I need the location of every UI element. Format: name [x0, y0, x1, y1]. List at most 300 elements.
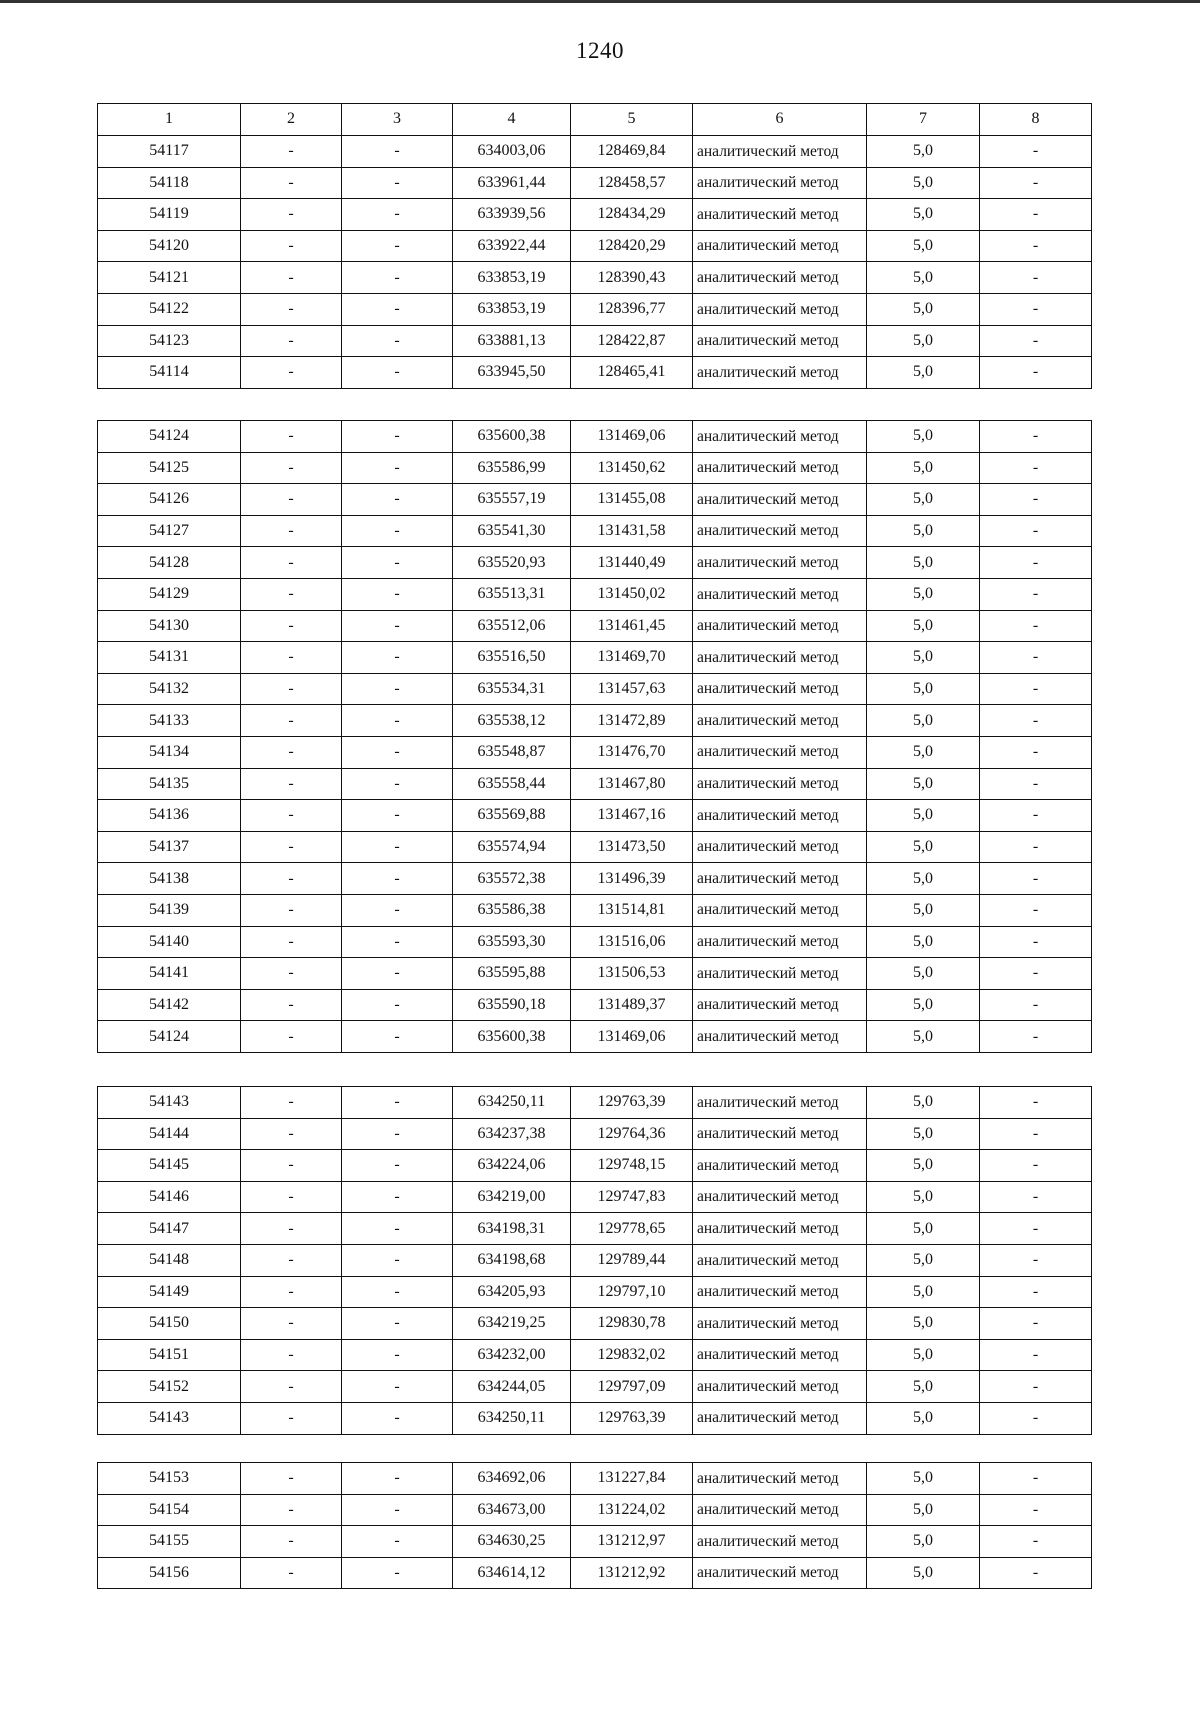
accuracy-cell: 5,0 — [867, 230, 980, 262]
col2-cell: - — [241, 1308, 342, 1340]
y-coordinate-cell: 129832,02 — [571, 1339, 693, 1371]
column-header: 3 — [342, 104, 453, 136]
accuracy-cell: 5,0 — [867, 167, 980, 199]
point-number-cell: 54125 — [98, 452, 241, 484]
col2-cell: - — [241, 167, 342, 199]
col8-cell: - — [980, 421, 1092, 453]
y-coordinate-cell: 129763,39 — [571, 1402, 693, 1434]
col3-cell: - — [342, 325, 453, 357]
method-cell: аналитический метод — [693, 1494, 867, 1526]
accuracy-cell: 5,0 — [867, 357, 980, 389]
method-cell: аналитический метод — [693, 1308, 867, 1340]
col8-cell: - — [980, 642, 1092, 674]
method-cell: аналитический метод — [693, 926, 867, 958]
col8-cell: - — [980, 768, 1092, 800]
col8-cell: - — [980, 1463, 1092, 1495]
col8-cell: - — [980, 1494, 1092, 1526]
x-coordinate-cell: 635512,06 — [453, 610, 571, 642]
accuracy-cell: 5,0 — [867, 1118, 980, 1150]
y-coordinate-cell: 131212,92 — [571, 1557, 693, 1589]
table-row — [98, 452, 1092, 484]
col2-cell: - — [241, 1244, 342, 1276]
x-coordinate-cell: 634250,11 — [453, 1402, 571, 1434]
col3-cell: - — [342, 262, 453, 294]
table-row — [98, 1308, 1092, 1340]
col8-cell: - — [980, 230, 1092, 262]
col2-cell: - — [241, 484, 342, 516]
method-cell: аналитический метод — [693, 1276, 867, 1308]
x-coordinate-cell: 635548,87 — [453, 736, 571, 768]
col3-cell: - — [342, 357, 453, 389]
col2-cell: - — [241, 642, 342, 674]
y-coordinate-cell: 131489,37 — [571, 989, 693, 1021]
col3-cell: - — [342, 293, 453, 325]
table-row — [98, 736, 1092, 768]
y-coordinate-cell: 131450,62 — [571, 452, 693, 484]
point-number-cell: 54141 — [98, 958, 241, 990]
accuracy-cell: 5,0 — [867, 1021, 980, 1053]
x-coordinate-cell: 633945,50 — [453, 357, 571, 389]
method-cell: аналитический метод — [693, 1339, 867, 1371]
col3-cell: - — [342, 1402, 453, 1434]
table-row — [98, 958, 1092, 990]
col2-cell: - — [241, 136, 342, 168]
col8-cell: - — [980, 863, 1092, 895]
col3-cell: - — [342, 1150, 453, 1182]
col3-cell: - — [342, 1213, 453, 1245]
table-row — [98, 357, 1092, 389]
method-cell: аналитический метод — [693, 1213, 867, 1245]
col2-cell: - — [241, 926, 342, 958]
x-coordinate-cell: 635593,30 — [453, 926, 571, 958]
point-number-cell: 54137 — [98, 831, 241, 863]
col2-cell: - — [241, 1181, 342, 1213]
col8-cell: - — [980, 262, 1092, 294]
method-cell: аналитический метод — [693, 863, 867, 895]
point-number-cell: 54148 — [98, 1244, 241, 1276]
accuracy-cell: 5,0 — [867, 262, 980, 294]
accuracy-cell: 5,0 — [867, 894, 980, 926]
col3-cell: - — [342, 1244, 453, 1276]
accuracy-cell: 5,0 — [867, 484, 980, 516]
col3-cell: - — [342, 515, 453, 547]
accuracy-cell: 5,0 — [867, 1244, 980, 1276]
y-coordinate-cell: 131469,06 — [571, 1021, 693, 1053]
point-number-cell: 54136 — [98, 800, 241, 832]
y-coordinate-cell: 131514,81 — [571, 894, 693, 926]
table-row — [98, 610, 1092, 642]
point-number-cell: 54118 — [98, 167, 241, 199]
x-coordinate-cell: 635586,38 — [453, 894, 571, 926]
column-header: 8 — [980, 104, 1092, 136]
accuracy-cell: 5,0 — [867, 926, 980, 958]
y-coordinate-cell: 128469,84 — [571, 136, 693, 168]
y-coordinate-cell: 129764,36 — [571, 1118, 693, 1150]
col2-cell: - — [241, 736, 342, 768]
x-coordinate-cell: 633881,13 — [453, 325, 571, 357]
y-coordinate-cell: 128434,29 — [571, 199, 693, 231]
col8-cell: - — [980, 1021, 1092, 1053]
col3-cell: - — [342, 167, 453, 199]
col3-cell: - — [342, 1021, 453, 1053]
accuracy-cell: 5,0 — [867, 293, 980, 325]
col2-cell: - — [241, 515, 342, 547]
method-cell: аналитический метод — [693, 989, 867, 1021]
col3-cell: - — [342, 1339, 453, 1371]
point-number-cell: 54131 — [98, 642, 241, 674]
accuracy-cell: 5,0 — [867, 1213, 980, 1245]
y-coordinate-cell: 131496,39 — [571, 863, 693, 895]
col8-cell: - — [980, 926, 1092, 958]
table-row — [98, 800, 1092, 832]
col3-cell: - — [342, 1557, 453, 1589]
table-row — [98, 1557, 1092, 1589]
accuracy-cell: 5,0 — [867, 578, 980, 610]
y-coordinate-cell: 131469,70 — [571, 642, 693, 674]
col8-cell: - — [980, 1308, 1092, 1340]
point-number-cell: 54129 — [98, 578, 241, 610]
col8-cell: - — [980, 894, 1092, 926]
table-row — [98, 863, 1092, 895]
method-cell: аналитический метод — [693, 547, 867, 579]
point-number-cell: 54149 — [98, 1276, 241, 1308]
point-number-cell: 54133 — [98, 705, 241, 737]
accuracy-cell: 5,0 — [867, 1463, 980, 1495]
x-coordinate-cell: 634224,06 — [453, 1150, 571, 1182]
table-row — [98, 1021, 1092, 1053]
page-number: 1240 — [576, 38, 624, 63]
col2-cell: - — [241, 989, 342, 1021]
col8-cell: - — [980, 1371, 1092, 1403]
point-number-cell: 54117 — [98, 136, 241, 168]
accuracy-cell: 5,0 — [867, 831, 980, 863]
accuracy-cell: 5,0 — [867, 325, 980, 357]
col3-cell: - — [342, 863, 453, 895]
accuracy-cell: 5,0 — [867, 1371, 980, 1403]
point-number-cell: 54126 — [98, 484, 241, 516]
point-number-cell: 54139 — [98, 894, 241, 926]
table-row — [98, 1494, 1092, 1526]
x-coordinate-cell: 634250,11 — [453, 1087, 571, 1119]
table-row — [98, 642, 1092, 674]
point-number-cell: 54151 — [98, 1339, 241, 1371]
point-number-cell: 54122 — [98, 293, 241, 325]
table-row — [98, 894, 1092, 926]
col3-cell: - — [342, 1463, 453, 1495]
table-row — [98, 1150, 1092, 1182]
col8-cell: - — [980, 1276, 1092, 1308]
accuracy-cell: 5,0 — [867, 1181, 980, 1213]
table-row — [98, 167, 1092, 199]
method-cell: аналитический метод — [693, 452, 867, 484]
col3-cell: - — [342, 831, 453, 863]
x-coordinate-cell: 635600,38 — [453, 1021, 571, 1053]
y-coordinate-cell: 128422,87 — [571, 325, 693, 357]
table-row — [98, 1276, 1092, 1308]
col2-cell: - — [241, 831, 342, 863]
x-coordinate-cell: 635557,19 — [453, 484, 571, 516]
col8-cell: - — [980, 1339, 1092, 1371]
x-coordinate-cell: 635513,31 — [453, 578, 571, 610]
x-coordinate-cell: 635538,12 — [453, 705, 571, 737]
table-row — [98, 136, 1092, 168]
y-coordinate-cell: 131473,50 — [571, 831, 693, 863]
table-row — [98, 1526, 1092, 1558]
x-coordinate-cell: 634244,05 — [453, 1371, 571, 1403]
x-coordinate-cell: 635600,38 — [453, 421, 571, 453]
col3-cell: - — [342, 926, 453, 958]
y-coordinate-cell: 131440,49 — [571, 547, 693, 579]
table-row — [98, 1463, 1092, 1495]
table-row — [98, 1087, 1092, 1119]
method-cell: аналитический метод — [693, 421, 867, 453]
col8-cell: - — [980, 1181, 1092, 1213]
point-number-cell: 54142 — [98, 989, 241, 1021]
x-coordinate-cell: 634614,12 — [453, 1557, 571, 1589]
table-row — [98, 578, 1092, 610]
point-number-cell: 54143 — [98, 1087, 241, 1119]
col3-cell: - — [342, 452, 453, 484]
col3-cell: - — [342, 136, 453, 168]
table-row — [98, 705, 1092, 737]
col8-cell: - — [980, 484, 1092, 516]
accuracy-cell: 5,0 — [867, 1087, 980, 1119]
col2-cell: - — [241, 1087, 342, 1119]
method-cell: аналитический метод — [693, 1371, 867, 1403]
col3-cell: - — [342, 1087, 453, 1119]
x-coordinate-cell: 633922,44 — [453, 230, 571, 262]
point-number-cell: 54120 — [98, 230, 241, 262]
col3-cell: - — [342, 1181, 453, 1213]
x-coordinate-cell: 634003,06 — [453, 136, 571, 168]
col8-cell: - — [980, 800, 1092, 832]
col3-cell: - — [342, 705, 453, 737]
col2-cell: - — [241, 705, 342, 737]
col2-cell: - — [241, 894, 342, 926]
col3-cell: - — [342, 421, 453, 453]
method-cell: аналитический метод — [693, 705, 867, 737]
x-coordinate-cell: 635558,44 — [453, 768, 571, 800]
accuracy-cell: 5,0 — [867, 958, 980, 990]
y-coordinate-cell: 129778,65 — [571, 1213, 693, 1245]
x-coordinate-cell: 634237,38 — [453, 1118, 571, 1150]
method-cell: аналитический метод — [693, 673, 867, 705]
method-cell: аналитический метод — [693, 1118, 867, 1150]
column-header: 5 — [571, 104, 693, 136]
accuracy-cell: 5,0 — [867, 1339, 980, 1371]
table-row — [98, 421, 1092, 453]
col2-cell: - — [241, 1463, 342, 1495]
x-coordinate-cell: 634198,31 — [453, 1213, 571, 1245]
y-coordinate-cell: 128465,41 — [571, 357, 693, 389]
point-number-cell: 54146 — [98, 1181, 241, 1213]
method-cell: аналитический метод — [693, 894, 867, 926]
y-coordinate-cell: 131467,16 — [571, 800, 693, 832]
x-coordinate-cell: 635541,30 — [453, 515, 571, 547]
y-coordinate-cell: 129797,10 — [571, 1276, 693, 1308]
y-coordinate-cell: 128420,29 — [571, 230, 693, 262]
point-number-cell: 54143 — [98, 1402, 241, 1434]
point-number-cell: 54134 — [98, 736, 241, 768]
y-coordinate-cell: 131450,02 — [571, 578, 693, 610]
point-number-cell: 54119 — [98, 199, 241, 231]
method-cell: аналитический метод — [693, 642, 867, 674]
col3-cell: - — [342, 199, 453, 231]
x-coordinate-cell: 633939,56 — [453, 199, 571, 231]
method-cell: аналитический метод — [693, 1150, 867, 1182]
col3-cell: - — [342, 642, 453, 674]
col3-cell: - — [342, 547, 453, 579]
accuracy-cell: 5,0 — [867, 1557, 980, 1589]
point-number-cell: 54147 — [98, 1213, 241, 1245]
col2-cell: - — [241, 1339, 342, 1371]
col3-cell: - — [342, 578, 453, 610]
x-coordinate-cell: 634232,00 — [453, 1339, 571, 1371]
col2-cell: - — [241, 673, 342, 705]
y-coordinate-cell: 131472,89 — [571, 705, 693, 737]
col8-cell: - — [980, 958, 1092, 990]
method-cell: аналитический метод — [693, 610, 867, 642]
x-coordinate-cell: 635590,18 — [453, 989, 571, 1021]
accuracy-cell: 5,0 — [867, 1308, 980, 1340]
accuracy-cell: 5,0 — [867, 642, 980, 674]
method-cell: аналитический метод — [693, 1526, 867, 1558]
x-coordinate-cell: 634630,25 — [453, 1526, 571, 1558]
col3-cell: - — [342, 610, 453, 642]
col3-cell: - — [342, 230, 453, 262]
col2-cell: - — [241, 1150, 342, 1182]
table-header — [97, 103, 1092, 136]
col8-cell: - — [980, 293, 1092, 325]
table-row — [98, 293, 1092, 325]
method-cell: аналитический метод — [693, 325, 867, 357]
col2-cell: - — [241, 1526, 342, 1558]
header-row — [98, 104, 1092, 136]
y-coordinate-cell: 129830,78 — [571, 1308, 693, 1340]
col3-cell: - — [342, 1276, 453, 1308]
x-coordinate-cell: 635569,88 — [453, 800, 571, 832]
column-header: 1 — [98, 104, 241, 136]
col3-cell: - — [342, 1494, 453, 1526]
point-number-cell: 54130 — [98, 610, 241, 642]
method-cell: аналитический метод — [693, 515, 867, 547]
x-coordinate-cell: 634219,25 — [453, 1308, 571, 1340]
x-coordinate-cell: 635574,94 — [453, 831, 571, 863]
point-number-cell: 54140 — [98, 926, 241, 958]
x-coordinate-cell: 635586,99 — [453, 452, 571, 484]
accuracy-cell: 5,0 — [867, 199, 980, 231]
y-coordinate-cell: 131461,45 — [571, 610, 693, 642]
col2-cell: - — [241, 199, 342, 231]
method-cell: аналитический метод — [693, 199, 867, 231]
col2-cell: - — [241, 610, 342, 642]
col8-cell: - — [980, 736, 1092, 768]
col3-cell: - — [342, 989, 453, 1021]
col3-cell: - — [342, 768, 453, 800]
accuracy-cell: 5,0 — [867, 863, 980, 895]
accuracy-cell: 5,0 — [867, 705, 980, 737]
method-cell: аналитический метод — [693, 800, 867, 832]
table-row — [98, 515, 1092, 547]
col2-cell: - — [241, 421, 342, 453]
method-cell: аналитический метод — [693, 1557, 867, 1589]
method-cell: аналитический метод — [693, 578, 867, 610]
table-row — [98, 673, 1092, 705]
y-coordinate-cell: 131224,02 — [571, 1494, 693, 1526]
col2-cell: - — [241, 262, 342, 294]
point-number-cell: 54128 — [98, 547, 241, 579]
col2-cell: - — [241, 1402, 342, 1434]
method-cell: аналитический метод — [693, 1087, 867, 1119]
y-coordinate-cell: 131516,06 — [571, 926, 693, 958]
col8-cell: - — [980, 1526, 1092, 1558]
point-number-cell: 54150 — [98, 1308, 241, 1340]
column-header: 2 — [241, 104, 342, 136]
col2-cell: - — [241, 547, 342, 579]
y-coordinate-cell: 131469,06 — [571, 421, 693, 453]
col2-cell: - — [241, 1276, 342, 1308]
y-coordinate-cell: 129763,39 — [571, 1087, 693, 1119]
col8-cell: - — [980, 325, 1092, 357]
method-cell: аналитический метод — [693, 1463, 867, 1495]
y-coordinate-cell: 131455,08 — [571, 484, 693, 516]
col8-cell: - — [980, 452, 1092, 484]
point-number-cell: 54154 — [98, 1494, 241, 1526]
y-coordinate-cell: 131212,97 — [571, 1526, 693, 1558]
accuracy-cell: 5,0 — [867, 800, 980, 832]
col3-cell: - — [342, 1526, 453, 1558]
col8-cell: - — [980, 1402, 1092, 1434]
accuracy-cell: 5,0 — [867, 1150, 980, 1182]
table-row — [98, 1244, 1092, 1276]
method-cell: аналитический метод — [693, 1181, 867, 1213]
point-number-cell: 54152 — [98, 1371, 241, 1403]
col2-cell: - — [241, 1118, 342, 1150]
column-header: 6 — [693, 104, 867, 136]
col3-cell: - — [342, 958, 453, 990]
table-row — [98, 262, 1092, 294]
method-cell: аналитический метод — [693, 357, 867, 389]
col3-cell: - — [342, 484, 453, 516]
method-cell: аналитический метод — [693, 484, 867, 516]
col8-cell: - — [980, 989, 1092, 1021]
table-row — [98, 768, 1092, 800]
col8-cell: - — [980, 1087, 1092, 1119]
col3-cell: - — [342, 736, 453, 768]
accuracy-cell: 5,0 — [867, 421, 980, 453]
col8-cell: - — [980, 167, 1092, 199]
point-number-cell: 54155 — [98, 1526, 241, 1558]
col8-cell: - — [980, 831, 1092, 863]
table-row — [98, 831, 1092, 863]
accuracy-cell: 5,0 — [867, 515, 980, 547]
accuracy-cell: 5,0 — [867, 136, 980, 168]
col2-cell: - — [241, 800, 342, 832]
y-coordinate-cell: 129797,09 — [571, 1371, 693, 1403]
point-number-cell: 54123 — [98, 325, 241, 357]
table-row — [98, 1402, 1092, 1434]
col8-cell: - — [980, 1244, 1092, 1276]
accuracy-cell: 5,0 — [867, 1276, 980, 1308]
coordinate-table-block — [97, 1086, 1092, 1435]
method-cell: аналитический метод — [693, 736, 867, 768]
x-coordinate-cell: 635516,50 — [453, 642, 571, 674]
col8-cell: - — [980, 1150, 1092, 1182]
col8-cell: - — [980, 610, 1092, 642]
table-row — [98, 1213, 1092, 1245]
point-number-cell: 54132 — [98, 673, 241, 705]
x-coordinate-cell: 635595,88 — [453, 958, 571, 990]
